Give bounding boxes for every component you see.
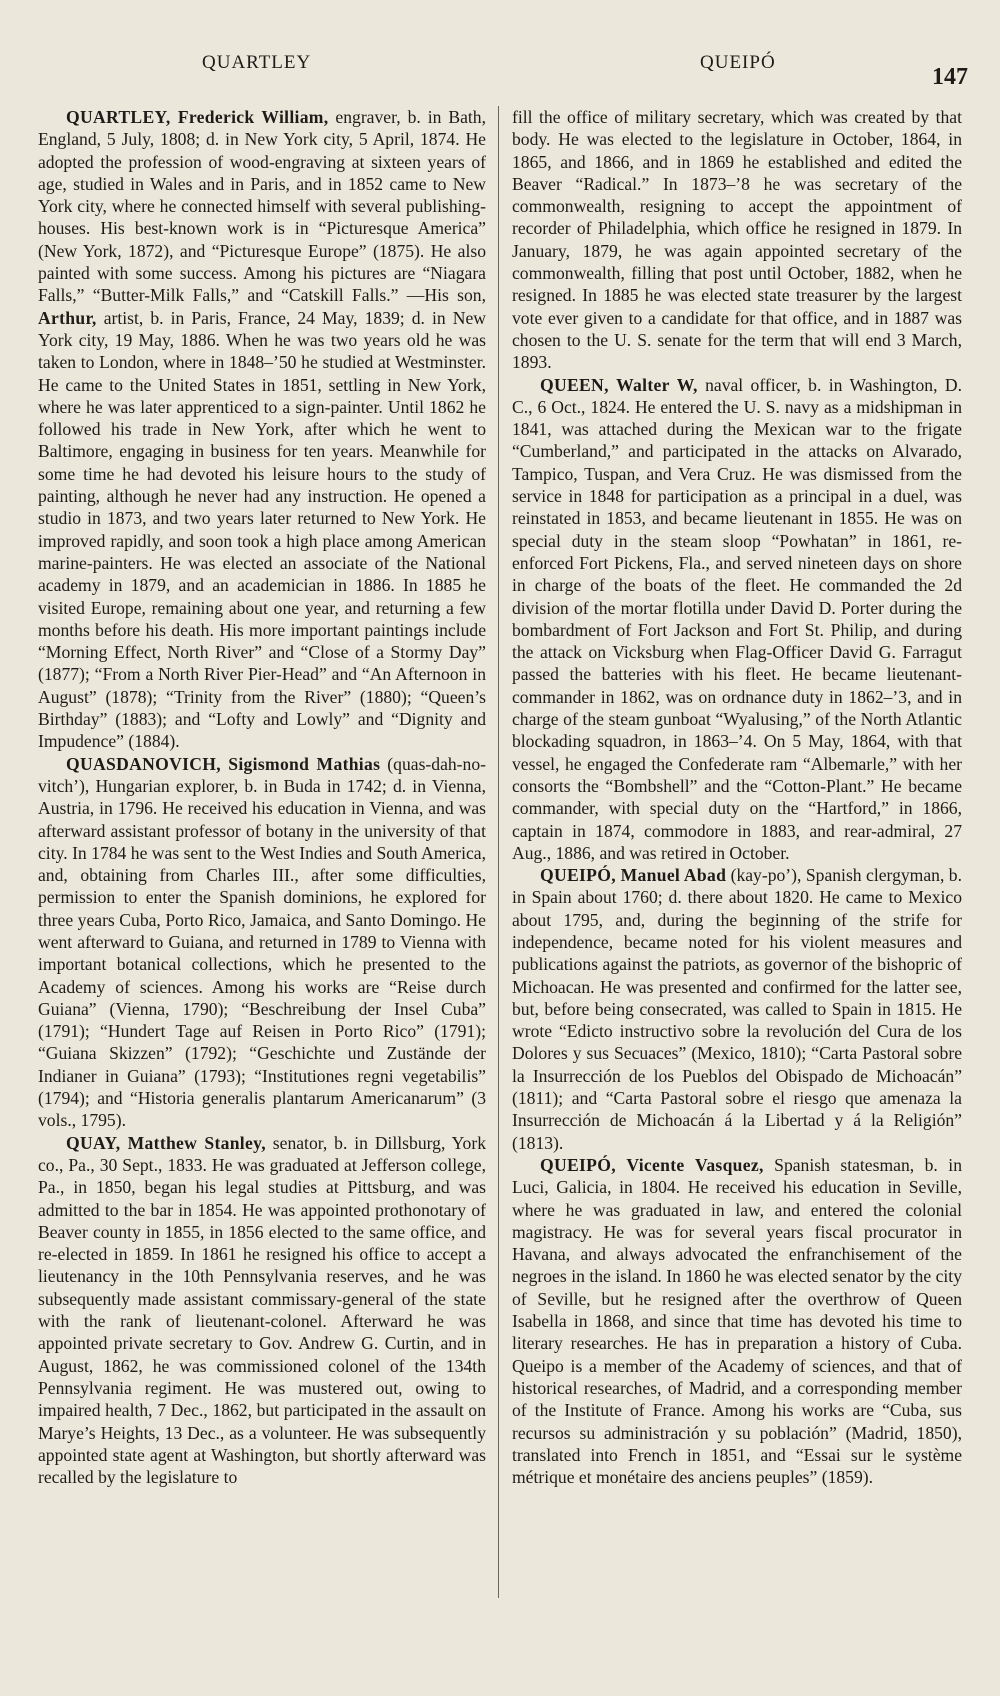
right-column <box>512 106 962 1488</box>
entry-text: naval officer, b. in Washington, D. C., 6 Oct., 1824. He entered the U. S. navy as a midshipman in 1841, was attached during the Mexican war to the frigate “Cumberland,” and participated in the attacks on Alvarado, Tampico, Tuspan, and Vera Cruz. He was dismissed from the service in 1848 for participation as a principal in a duel, was reinstated in 1853, and became lieutenant in 1855. He was on special duty in the steam sloop “Powhatan” in 1861, re-enforced Fort Pickens, Fla., and served nineteen days on shore in charge of the boats of the fleet. He commanded the 2d division of the mortar flotilla under David D. Porter during the bombardment of Fort Jackson and Fort St. Philip, and during the attack on Vicksburg when Flag-Officer David G. Farragut passed the batteries with his fleet. He became lieutenant-commander in 1862, was on ordnance duty in 1862–’3, and in charge of the steam gunboat “Wyalusing,” of the North Atlantic blockading squadron, in 1863–’4. On 5 May, 1864, with that vessel, he engaged the Confederate ram “Albemarle,” with her consorts the “Bombshell” and the “Cotton-Plant.” He became commander, with special duty on the “Hartford,” in 1866, captain in 1874, commodore in 1883, and rear-admiral, 27 Aug., 1886, and was retired in October. <box>512 374 962 863</box>
entry-headword: QUEEN, Walter W, <box>540 374 698 395</box>
entry-sub-headword: Arthur, <box>38 307 97 328</box>
entry-text: fill the office of military secretary, which was created by that body. He was elected to the legislature in October, 1864, in 1865, and 1866, and in 1869 he established and edited the Beaver “Radical.” In 1873–’8 he was secretary of the commonwealth, resigning to accept the appointment of recorder of Philadelphia, which office he resigned in 1879. In January, 1879, he was again appointed secretary of the commonwealth, filling that post until October, 1882, when he resigned. In 1885 he was elected state treasurer by the largest vote ever given to a candidate for that office, and in 1887 was chosen to the U. S. senate for the term that will end 3 March, 1893. <box>512 107 962 373</box>
entry-headword: QUAY, Matthew Stanley, <box>66 1132 266 1153</box>
entry-text: (kay-po’), Spanish clergyman, b. in Spain about 1760; d. there about 1820. He came to Mexico about 1795, and, during the beginning of the strife for independence, became noted for his violent measures and publications against the patriots, as governor of the bishopric of Michoacan. He was presented and confirmed for the latter see, but, before being consecrated, was called to Spain in 1815. He wrote “Edicto instructivo sobre la revolución del Cura de los Dolores y sus Secuaces” (Mexico, 1810); “Carta Pastoral sobre la Insurrección de los Pueblos del Obispado de Michoacán” (1811); and “Carta Pastoral sobre el riesgo que amenaza la Insurrección de Michoacán á la Libertad y á la Religión” (1813). <box>512 865 962 1153</box>
entry-text: senator, b. in Dillsburg, York co., Pa., 30 Sept., 1833. He was graduated at Jefferson college, Pa., in 1850, began his legal studies at Pittsburg, and was admitted to the bar in 1854. He was appointed prothonotary of Beaver county in 1855, in 1856 elected to the same office, and re-elected in 1859. In 1861 he resigned his office to accept a lieutenancy in the 10th Pennsylvania reserves, and he was subsequently made assistant commissary-general of the state with the rank of lieutenant-colonel. Afterward he was appointed private secretary to Gov. Andrew G. Curtin, and in August, 1862, he was commissioned colonel of the 134th Pennsylvania regiment. He was mustered out, owing to impaired health, 7 Dec., 1862, but participated in the assault on Marye’s Heights, 13 Dec., as a volunteer. He was subsequently appointed state agent at Washington, but shortly afterward was recalled by the legislature to <box>38 1132 486 1488</box>
entry-headword: QUEIPÓ, Vicente Vasquez, <box>540 1154 764 1175</box>
entry-queipo-manuel <box>512 864 962 1154</box>
entry-queen <box>512 374 962 865</box>
entry-queipo-vicente <box>512 1154 962 1488</box>
entry-text: Spanish statesman, b. in Luci, Galicia, in 1804. He received his education in Seville, where he was graduated in law, and entered the colonial magistracy. He was for several years fiscal procurator in Havana, and always advocated the enfranchisement of the negroes in the island. In 1860 he was elected senator by the city of Seville, but he resigned after the overthrow of Queen Isabella in 1868, and since that time has devoted his time to literary researches. He has in preparation a history of Cuba. Queipo is a member of the Academy of sciences, and that of historical researches, of Madrid, and a corresponding member of the Institute of France. Among his works are “Cuba, sus recursos su administración y su población” (Madrid, 1850), translated into French in 1851, and “Essai sur le système métrique et monétaire des anciens peuples” (1859). <box>512 1154 962 1488</box>
running-head-left: QUARTLEY <box>202 52 312 73</box>
entry-headword: QUEIPÓ, Manuel Abad <box>540 865 727 886</box>
page-number: 147 <box>932 64 968 90</box>
left-column <box>38 106 486 1488</box>
entry-quartley <box>38 106 486 753</box>
entry-quay <box>38 1132 486 1489</box>
entry-text: (quas-dah-no-vitch’), Hungarian explorer, b. in Buda in 1742; d. in Vienna, Austria, in 1796. He received his education in Vienna, and was afterward assistant professor of botany in the university of that city. In 1784 he was sent to the West Indies and South America, and, obtaining from Charles III., after some difficulties, permission to enter the Spanish dominions, he explored for three years Cuba, Porto Rico, Jamaica, and Santo Domingo. He went afterward to Guiana, and returned in 1789 to Vienna with important botanical collections, which he presented to the Academy of sciences. Among his works are “Reise durch Guiana” (Vienna, 1790); “Beschreibung der Insel Cuba” (1791); “Hundert Tage auf Reisen in Porto Rico” (1791); “Guiana Skizzen” (1792); “Geschichte und Zustände der Indianer in Guiana” (1793); “Institutiones regni vegetabilis” (1794); and “Historia generalis plantarum Americanarum” (3 vols., 1795). <box>38 753 486 1131</box>
entry-quasdanovich <box>38 753 486 1132</box>
entry-headword: QUARTLEY, Frederick William, <box>66 107 329 127</box>
entry-quay-continuation <box>512 106 962 374</box>
column-divider <box>498 106 499 1598</box>
running-head-right: QUEIPÓ <box>700 52 776 73</box>
entry-headword: QUASDANOVICH, Sigismond Mathias <box>66 753 381 774</box>
entry-text-continued: artist, b. in Paris, France, 24 May, 1839; d. in New York city, 19 May, 1886. When he was two years old he was taken to London, where in 1848–’50 he studied at Westminster. He came to the United States in 1851, settling in New York, where he was later apprenticed to a sign-painter. Until 1862 he followed his trade in New York, after which he went to Baltimore, engaging in business for ten years. Meanwhile for some time he had devoted his leisure hours to the study of painting, although he never had any instruction. He opened a studio in 1873, and two years later returned to New York. He improved rapidly, and soon took a high place among American marine-painters. He was elected an associate of the National academy in 1879, and an academician in 1886. In 1885 he visited Europe, remaining about one year, and returning a few months before his death. His more important paintings include “Morning Effect, North River” and “Close of a Stormy Day” (1877); “From a North River Pier-Head” and “An Afternoon in August” (1878); “Trinity from the River” (1880); “Queen’s Birthday” (1883); and “Lofty and Lowly” and “Dignity and Impudence” (1884). <box>38 307 486 752</box>
entry-text: engraver, b. in Bath, England, 5 July, 1808; d. in New York city, 5 April, 1874. He adopted the profession of wood-engraving at sixteen years of age, studied in Wales and in Paris, and in 1852 came to New York city, where he connected himself with several publishing-houses. His best-known work is in “Picturesque America” (New York, 1872), and “Picturesque Europe” (1875). He also painted with some success. Among his pictures are “Niagara Falls,” “Butter-Milk Falls,” and “Catskill Falls.” —His son, <box>38 107 486 306</box>
